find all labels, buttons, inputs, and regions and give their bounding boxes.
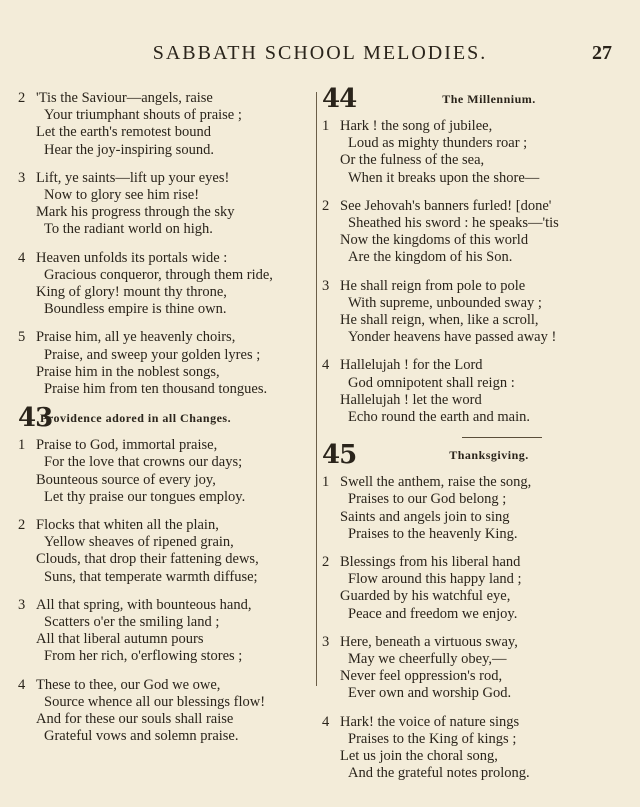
verse-line (18, 472, 308, 489)
verse-text: Never feel oppression's rod, (340, 668, 503, 685)
verse-text: Praises to the King of kings ; (348, 730, 517, 747)
stanza-number: 5 (18, 329, 26, 346)
stanza (322, 118, 612, 187)
verse-text: Here, beneath a virtuous sway, (340, 633, 518, 650)
verse-line (322, 634, 612, 651)
verse-text: And the grateful notes prolong. (348, 765, 530, 782)
verse-text: Praise him, all ye heavenly choirs, (36, 329, 236, 346)
verse-text: See Jehovah's banners furled! [done' (340, 197, 552, 214)
verse-line (322, 357, 612, 374)
verse-text: Bounteous source of every joy, (36, 471, 216, 488)
verse-line (322, 170, 612, 187)
hymn-title: The Millennium. (442, 92, 536, 106)
verse-line (18, 347, 308, 364)
verse-line (322, 606, 612, 623)
verse-text: 'Tis the Saviour—angels, raise (36, 90, 213, 106)
verse-text: King of glory! mount thy throne, (36, 284, 227, 301)
verse-line (322, 295, 612, 312)
verse-line (322, 588, 612, 605)
verse-line (18, 107, 308, 124)
stanza-number: 2 (322, 554, 330, 571)
verse-text: Ever own and worship God. (348, 685, 512, 702)
verse-text: Scatters o'er the smiling land ; (44, 614, 220, 631)
verse-text: When it breaks upon the shore— (348, 169, 540, 186)
verse-line (18, 534, 308, 551)
verse-text: God omnipotent shall reign : (348, 374, 515, 391)
verse-line (18, 381, 308, 398)
stanza (18, 250, 308, 319)
verse-line (18, 142, 308, 159)
verse-text: Now to glory see him rise! (44, 187, 200, 204)
verse-line (322, 118, 612, 135)
verse-line (18, 124, 308, 141)
verse-line (322, 748, 612, 765)
verse-line (322, 249, 612, 266)
verse-line (322, 554, 612, 571)
verse-text: Praise him from ten thousand tongues. (44, 381, 268, 398)
verse-text: Source whence all our blessings flow! (44, 693, 266, 710)
verse-text: These to thee, our God we owe, (36, 676, 221, 693)
verse-line (322, 526, 612, 543)
verse-text: Let us join the choral song, (340, 748, 498, 765)
verse-line (18, 648, 308, 665)
verse-text: Echo round the earth and main. (348, 409, 530, 426)
verse-line (18, 221, 308, 238)
verse-line (18, 267, 308, 284)
hymn-separator (462, 437, 542, 438)
stanza (322, 634, 612, 703)
hymn-title: Thanksgiving. (449, 448, 529, 463)
verse-line (18, 631, 308, 648)
verse-text: Yellow sheaves of ripened grain, (44, 534, 234, 551)
verse-text: He shall reign, when, like a scroll, (340, 312, 539, 329)
running-title: SABBATH SCHOOL MELODIES. (152, 42, 488, 64)
verse-text: All that spring, with bounteous hand, (36, 596, 252, 613)
stanza (18, 170, 308, 239)
verse-line (322, 232, 612, 249)
verse-line (322, 571, 612, 588)
verse-line (322, 685, 612, 702)
stanza-number: 3 (18, 596, 26, 613)
stanza (18, 677, 308, 746)
verse-line (18, 204, 308, 221)
verse-line (18, 301, 308, 318)
verse-line (18, 677, 308, 694)
verse-text: Praise to God, immortal praise, (36, 437, 218, 454)
verse-text: Boundless empire is thine own. (44, 301, 227, 318)
verse-text: From her rich, o'erflowing stores ; (44, 648, 243, 665)
verse-line (18, 284, 308, 301)
verse-line (18, 250, 308, 267)
stanza-number: 1 (322, 474, 330, 491)
verse-line (322, 651, 612, 668)
verse-line (322, 215, 612, 232)
stanza (322, 198, 612, 267)
stanza (322, 474, 612, 543)
verse-text: He shall reign from pole to pole (340, 277, 526, 294)
verse-text: With supreme, unbounded sway ; (348, 294, 542, 311)
verse-line (18, 187, 308, 204)
stanza (18, 90, 308, 159)
verse-line (322, 474, 612, 491)
verse-text: Suns, that temperate warmth diffuse; (44, 568, 258, 585)
verse-line (18, 614, 308, 631)
verse-line (322, 198, 612, 215)
verse-line (322, 152, 612, 169)
column-divider (316, 92, 317, 686)
verse-text: Grateful vows and solemn praise. (44, 728, 239, 745)
page-number: 27 (592, 42, 612, 64)
stanza (322, 714, 612, 783)
stanza-number: 4 (322, 357, 330, 374)
verse-text: Hark ! the song of jubilee, (340, 118, 493, 134)
verse-line (322, 135, 612, 152)
verse-text: Hallelujah ! for the Lord (340, 357, 483, 374)
verse-text: Clouds, that drop their fattening dews, (36, 551, 259, 568)
stanza-number: 3 (18, 169, 26, 186)
hymn-title: Providence adored in all Changes. (40, 411, 232, 426)
right-column (322, 84, 612, 794)
verse-text: May we cheerfully obey,— (348, 651, 507, 668)
stanza-number: 4 (18, 249, 26, 266)
verse-text: Let the earth's remotest bound (36, 124, 211, 141)
verse-line (322, 668, 612, 685)
stanza (18, 329, 308, 398)
verse-line (18, 364, 308, 381)
hymn-number: 43 (18, 403, 53, 434)
hymn-number: 45 (322, 440, 357, 471)
verse-text: Praises to our God belong ; (348, 491, 507, 508)
stanza (18, 597, 308, 666)
hymn-number: 44 (322, 84, 357, 114)
verse-text: All that liberal autumn pours (36, 631, 204, 648)
verse-line (18, 489, 308, 506)
verse-text: Sheathed his sword : he speaks—'tis (348, 215, 559, 232)
verse-text: Heaven unfolds its portals wide : (36, 249, 228, 266)
stanza-number: 2 (18, 517, 26, 534)
stanza-number: 4 (18, 676, 26, 693)
verse-text: Hear the joy-inspiring sound. (44, 141, 214, 158)
verse-text: Your triumphant shouts of praise ; (44, 107, 242, 124)
verse-line (322, 278, 612, 295)
verse-text: Saints and angels join to sing (340, 508, 510, 525)
verse-text: Loud as mighty thunders roar ; (348, 135, 528, 152)
verse-text: Praises to the heavenly King. (348, 525, 518, 542)
verse-line (322, 392, 612, 409)
verse-text: Swell the anthem, raise the song, (340, 474, 532, 491)
verse-text: For the love that crowns our days; (44, 454, 243, 471)
verse-line (18, 597, 308, 614)
verse-line (322, 714, 612, 731)
verse-line (18, 90, 308, 107)
verse-line (18, 329, 308, 346)
verse-line (18, 728, 308, 745)
verse-text: Hark! the voice of nature sings (340, 713, 520, 730)
stanza-number: 2 (322, 197, 330, 214)
left-column (18, 90, 308, 757)
verse-text: Gracious conqueror, through them ride, (44, 266, 273, 283)
verse-text: Praise, and sweep your golden lyres ; (44, 346, 261, 363)
verse-line (322, 329, 612, 346)
verse-text: Praise him in the noblest songs, (36, 363, 220, 380)
verse-text: To the radiant world on high. (44, 221, 213, 238)
verse-line (18, 711, 308, 728)
stanza (322, 278, 612, 347)
stanza (322, 357, 612, 426)
verse-line (322, 491, 612, 508)
verse-text: Flocks that whiten all the plain, (36, 517, 219, 534)
verse-line (322, 765, 612, 782)
verse-text: And for these our souls shall raise (36, 711, 234, 728)
verse-text: Let thy praise our tongues employ. (44, 488, 246, 505)
verse-line (18, 569, 308, 586)
verse-line (18, 454, 308, 471)
stanza-number: 3 (322, 633, 330, 650)
verse-line (322, 731, 612, 748)
verse-line (18, 437, 308, 454)
stanza-number: 1 (18, 437, 26, 454)
page-header (0, 42, 640, 68)
verse-text: Peace and freedom we enjoy. (348, 605, 518, 622)
stanza-number: 2 (18, 90, 26, 106)
verse-text: Lift, ye saints—lift up your eyes! (36, 169, 230, 186)
verse-text: Hallelujah ! let the word (340, 391, 482, 408)
verse-text: Flow around this happy land ; (348, 571, 522, 588)
verse-text: Are the kingdom of his Son. (348, 249, 513, 266)
verse-text: Yonder heavens have passed away ! (348, 329, 557, 346)
verse-line (18, 517, 308, 534)
verse-line (18, 694, 308, 711)
verse-line (322, 409, 612, 426)
verse-text: Or the fulness of the sea, (340, 152, 485, 169)
stanza-number: 4 (322, 713, 330, 730)
verse-line (322, 375, 612, 392)
stanza (18, 517, 308, 586)
stanza-number: 3 (322, 277, 330, 294)
hymn-heading (322, 440, 612, 471)
verse-line (18, 170, 308, 187)
stanza (18, 437, 308, 506)
hymn-heading (18, 403, 308, 434)
verse-text: Mark his progress through the sky (36, 204, 235, 221)
verse-text: Now the kingdoms of this world (340, 232, 529, 249)
verse-text: Guarded by his watchful eye, (340, 588, 511, 605)
hymn-heading (322, 84, 612, 114)
stanza (322, 554, 612, 623)
verse-text: Blessings from his liberal hand (340, 554, 521, 571)
stanza-number: 1 (322, 118, 330, 134)
verse-line (322, 509, 612, 526)
verse-line (18, 551, 308, 568)
verse-line (322, 312, 612, 329)
